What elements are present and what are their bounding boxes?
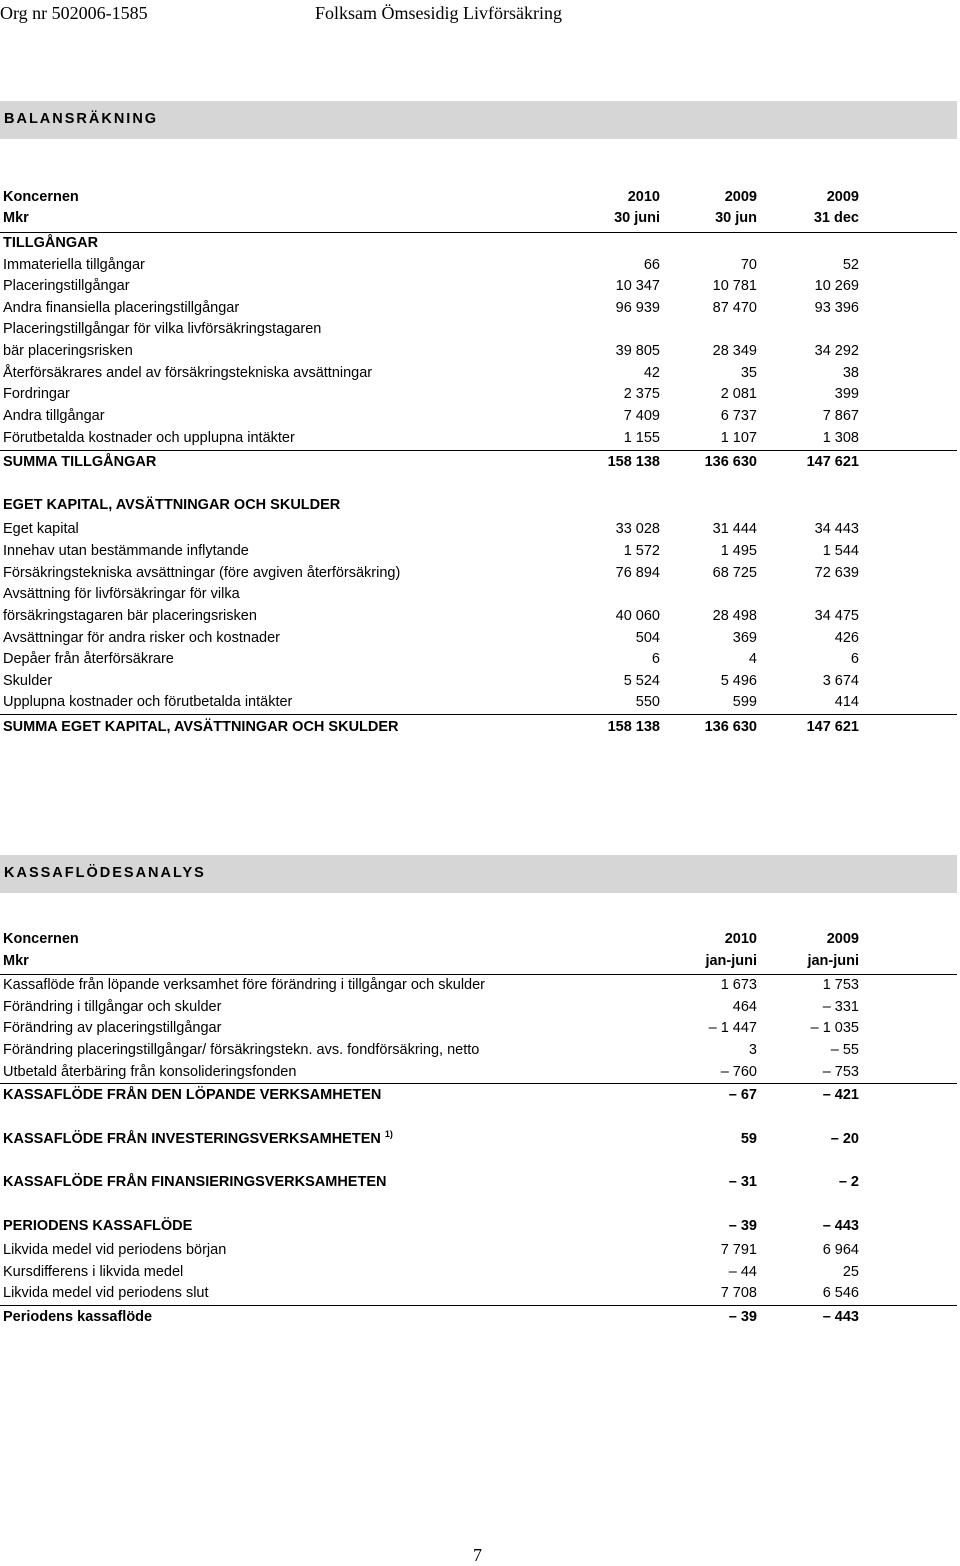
table-row	[0, 541, 957, 562]
row-value-c2: – 443	[822, 1218, 859, 1234]
row-label: Andra tillgångar	[3, 408, 105, 424]
row-value-c1: 158 138	[607, 719, 660, 735]
balance-sheet-title: BALANSRÄKNING	[4, 111, 159, 127]
table-row	[0, 1262, 957, 1283]
table-row	[0, 519, 957, 540]
row-label: Innehav utan bestämmande inflytande	[3, 543, 249, 559]
row-label: Avsättningar för andra risker och kostnader	[3, 630, 280, 646]
row-value-c2: 6 546	[822, 1285, 859, 1301]
equity-heading-label: EGET KAPITAL, AVSÄTTNINGAR OCH SKULDER	[3, 497, 341, 513]
row-label: Eget kapital	[3, 521, 79, 537]
column-header-c1: 2010	[724, 931, 757, 947]
row-value-c2: 599	[732, 694, 757, 710]
row-value-c3: 3 674	[822, 673, 859, 689]
row-label: KASSAFLÖDE FRÅN DEN LÖPANDE VERKSAMHETEN	[3, 1087, 382, 1103]
row-value-c2: – 55	[830, 1042, 859, 1058]
table-row	[0, 276, 957, 297]
table-row	[0, 1283, 957, 1304]
row-value-c3: 34 292	[814, 343, 859, 359]
column-header-c3: 31 dec	[813, 210, 859, 226]
row-value-c2: 10 781	[712, 278, 757, 294]
row-label: SUMMA EGET KAPITAL, AVSÄTTNINGAR OCH SKULDER	[3, 719, 399, 735]
assets-total-row	[0, 452, 957, 473]
row-value-c1: – 39	[728, 1309, 757, 1325]
column-header-label: Koncernen	[3, 189, 79, 205]
investing-cashflow-total-row	[0, 1129, 957, 1150]
table-row	[0, 1018, 957, 1039]
row-value-c2: 70	[740, 257, 757, 273]
row-value-c2: 1 753	[822, 977, 859, 993]
row-label: Kassaflöde från löpande verksamhet före förändring i tillgångar och skulder	[3, 977, 485, 993]
row-value-c2: 87 470	[712, 300, 757, 316]
row-label: Periodens kassaflöde	[3, 1309, 153, 1325]
divider	[0, 1305, 957, 1306]
row-value-c3: 426	[834, 630, 859, 646]
row-label: Likvida medel vid periodens början	[3, 1242, 227, 1258]
row-label: Förändring i tillgångar och skulder	[3, 999, 222, 1015]
row-label: Kursdifferens i likvida medel	[3, 1264, 184, 1280]
row-value-c3: 147 621	[806, 719, 859, 735]
table-row	[0, 1240, 957, 1261]
divider	[0, 450, 957, 451]
row-label: Återförsäkrares andel av försäkringstekniska avsättningar	[3, 365, 373, 381]
row-value-c2: – 331	[822, 999, 859, 1015]
row-value-c1: 464	[732, 999, 757, 1015]
row-value-c1: – 760	[720, 1064, 757, 1080]
table-row	[0, 606, 957, 627]
row-value-c1: 6	[651, 651, 660, 667]
row-value-c3: 147 621	[806, 454, 859, 470]
row-value-c3: 399	[834, 386, 859, 402]
row-value-c2: – 20	[830, 1131, 859, 1147]
column-header-c1: jan-juni	[705, 953, 757, 969]
footnote-marker: 1)	[384, 1129, 393, 1139]
table-row	[0, 997, 957, 1018]
row-value-c3: 34 475	[814, 608, 859, 624]
row-label-text: KASSAFLÖDE FRÅN INVESTERINGSVERKSAMHETEN	[3, 1131, 381, 1147]
row-value-c2: 1 107	[720, 430, 757, 446]
table-row	[0, 563, 957, 584]
row-value-c1: 7 409	[623, 408, 660, 424]
row-value-c1: – 1 447	[708, 1020, 757, 1036]
row-value-c2: 2 081	[720, 386, 757, 402]
assets-heading-label: TILLGÅNGAR	[3, 235, 99, 251]
row-value-c1: 550	[635, 694, 660, 710]
assets-heading	[0, 233, 957, 254]
cashflow-column-header-year	[0, 929, 957, 950]
equity-heading	[0, 495, 957, 516]
row-value-c1: 1 572	[623, 543, 660, 559]
row-label: KASSAFLÖDE FRÅN FINANSIERINGSVERKSAMHETEN	[3, 1174, 387, 1190]
row-label: Upplupna kostnader och förutbetalda intäkter	[3, 694, 293, 710]
row-label	[3, 1129, 393, 1151]
row-value-c3: 414	[834, 694, 859, 710]
operating-cashflow-total-row	[0, 1085, 957, 1106]
table-row	[0, 406, 957, 427]
row-value-c2: 6 737	[720, 408, 757, 424]
row-value-c3: 93 396	[814, 300, 859, 316]
row-value-c1: 96 939	[615, 300, 660, 316]
row-value-c1: 3	[748, 1042, 757, 1058]
row-label: Försäkringstekniska avsättningar (före avgiven återförsäkring)	[3, 565, 401, 581]
row-label: Förändring av placeringstillgångar	[3, 1020, 222, 1036]
row-value-c3: 7 867	[822, 408, 859, 424]
row-label: Immateriella tillgångar	[3, 257, 145, 273]
column-header-c2: 30 jun	[715, 210, 757, 226]
row-value-c3: 10 269	[814, 278, 859, 294]
row-value-c1: 7 708	[720, 1285, 757, 1301]
table-row	[0, 671, 957, 692]
row-label: PERIODENS KASSAFLÖDE	[3, 1218, 193, 1234]
balance-sheet-section-band	[0, 101, 957, 139]
period-cashflow-row	[0, 1216, 957, 1237]
company-name: Folksam Ömsesidig Livförsäkring	[315, 3, 562, 23]
row-value-c1: 40 060	[615, 608, 660, 624]
row-value-c1: 5 524	[623, 673, 660, 689]
table-row	[0, 584, 957, 605]
row-value-c3: 6	[850, 651, 859, 667]
row-value-c1: 59	[740, 1131, 757, 1147]
row-label: Skulder	[3, 673, 53, 689]
balance-column-header-period	[0, 208, 957, 229]
column-header-c1: 2010	[627, 189, 660, 205]
column-header-label: Mkr	[3, 210, 29, 226]
column-header-label: Koncernen	[3, 931, 79, 947]
row-value-c3: 34 443	[814, 521, 859, 537]
table-row	[0, 975, 957, 996]
org-number: Org nr 502006-1585	[0, 3, 148, 23]
table-row	[0, 363, 957, 384]
page-header	[0, 0, 960, 30]
column-header-label: Mkr	[3, 953, 29, 969]
row-label: Andra finansiella placeringstillgångar	[3, 300, 240, 316]
row-value-c3: 1 308	[822, 430, 859, 446]
row-value-c1: – 44	[728, 1264, 757, 1280]
divider	[0, 714, 957, 715]
row-value-c2: 35	[740, 365, 757, 381]
table-row	[0, 298, 957, 319]
row-label: SUMMA TILLGÅNGAR	[3, 454, 157, 470]
row-label: Fordringar	[3, 386, 70, 402]
row-value-c1: – 31	[728, 1174, 757, 1190]
row-value-c1: 7 791	[720, 1242, 757, 1258]
period-cashflow-final-row	[0, 1307, 957, 1328]
row-value-c2: 28 498	[712, 608, 757, 624]
row-value-c2: 31 444	[712, 521, 757, 537]
row-value-c2: 28 349	[712, 343, 757, 359]
row-value-c1: 1 673	[720, 977, 757, 993]
row-value-c1: 39 805	[615, 343, 660, 359]
column-header-c1: 30 juni	[614, 210, 660, 226]
row-value-c1: 504	[635, 630, 660, 646]
row-value-c2: – 1 035	[810, 1020, 859, 1036]
row-value-c1: – 67	[728, 1087, 757, 1103]
row-label: Förändring placeringstillgångar/ försäkringstekn. avs. fondförsäkring, netto	[3, 1042, 480, 1058]
row-label: Utbetald återbäring från konsolideringsfonden	[3, 1064, 297, 1080]
row-value-c2: 6 964	[822, 1242, 859, 1258]
table-row	[0, 428, 957, 449]
row-value-c1: 76 894	[615, 565, 660, 581]
row-value-c2: 4	[748, 651, 757, 667]
table-row	[0, 1062, 957, 1083]
financing-cashflow-total-row	[0, 1172, 957, 1193]
row-label: Avsättning för livförsäkringar för vilka	[3, 586, 240, 602]
row-value-c2: 1 495	[720, 543, 757, 559]
page-number: 7	[473, 1545, 482, 1565]
row-value-c1: – 39	[728, 1218, 757, 1234]
divider	[0, 1083, 957, 1084]
table-row	[0, 255, 957, 276]
row-label: Förutbetalda kostnader och upplupna intäkter	[3, 430, 295, 446]
equity-total-row	[0, 717, 957, 738]
row-label: Depåer från återförsäkrare	[3, 651, 174, 667]
row-value-c3: 72 639	[814, 565, 859, 581]
table-row	[0, 341, 957, 362]
row-value-c1: 158 138	[607, 454, 660, 470]
row-label: Likvida medel vid periodens slut	[3, 1285, 209, 1301]
row-value-c2: – 2	[838, 1174, 859, 1190]
balance-column-header-year	[0, 187, 957, 208]
cashflow-title: KASSAFLÖDESANALYS	[4, 865, 206, 881]
table-row	[0, 384, 957, 405]
column-header-c2: 2009	[724, 189, 757, 205]
row-value-c2: 25	[842, 1264, 859, 1280]
row-value-c1: 42	[643, 365, 660, 381]
row-value-c3: 1 544	[822, 543, 859, 559]
row-value-c2: 369	[732, 630, 757, 646]
cashflow-column-header-period	[0, 951, 957, 972]
row-label: Placeringstillgångar	[3, 278, 130, 294]
table-row	[0, 319, 957, 340]
table-row	[0, 649, 957, 670]
column-header-c2: jan-juni	[807, 953, 859, 969]
row-value-c3: 38	[842, 365, 859, 381]
column-header-c3: 2009	[826, 189, 859, 205]
row-value-c2: – 443	[822, 1309, 859, 1325]
row-value-c2: 136 630	[704, 454, 757, 470]
row-value-c2: – 421	[822, 1087, 859, 1103]
column-header-c2: 2009	[826, 931, 859, 947]
row-value-c1: 33 028	[615, 521, 660, 537]
row-value-c1: 1 155	[623, 430, 660, 446]
row-value-c2: – 753	[822, 1064, 859, 1080]
row-value-c3: 52	[842, 257, 859, 273]
row-value-c1: 10 347	[615, 278, 660, 294]
row-value-c1: 2 375	[623, 386, 660, 402]
row-value-c2: 136 630	[704, 719, 757, 735]
row-value-c1: 66	[643, 257, 660, 273]
table-row	[0, 628, 957, 649]
row-label: försäkringstagaren bär placeringsrisken	[3, 608, 257, 624]
cashflow-section-band	[0, 855, 957, 893]
table-row	[0, 1040, 957, 1061]
row-value-c2: 5 496	[720, 673, 757, 689]
row-label: bär placeringsrisken	[3, 343, 133, 359]
row-value-c2: 68 725	[712, 565, 757, 581]
table-row	[0, 692, 957, 713]
row-label: Placeringstillgångar för vilka livförsäkringstagaren	[3, 321, 322, 337]
